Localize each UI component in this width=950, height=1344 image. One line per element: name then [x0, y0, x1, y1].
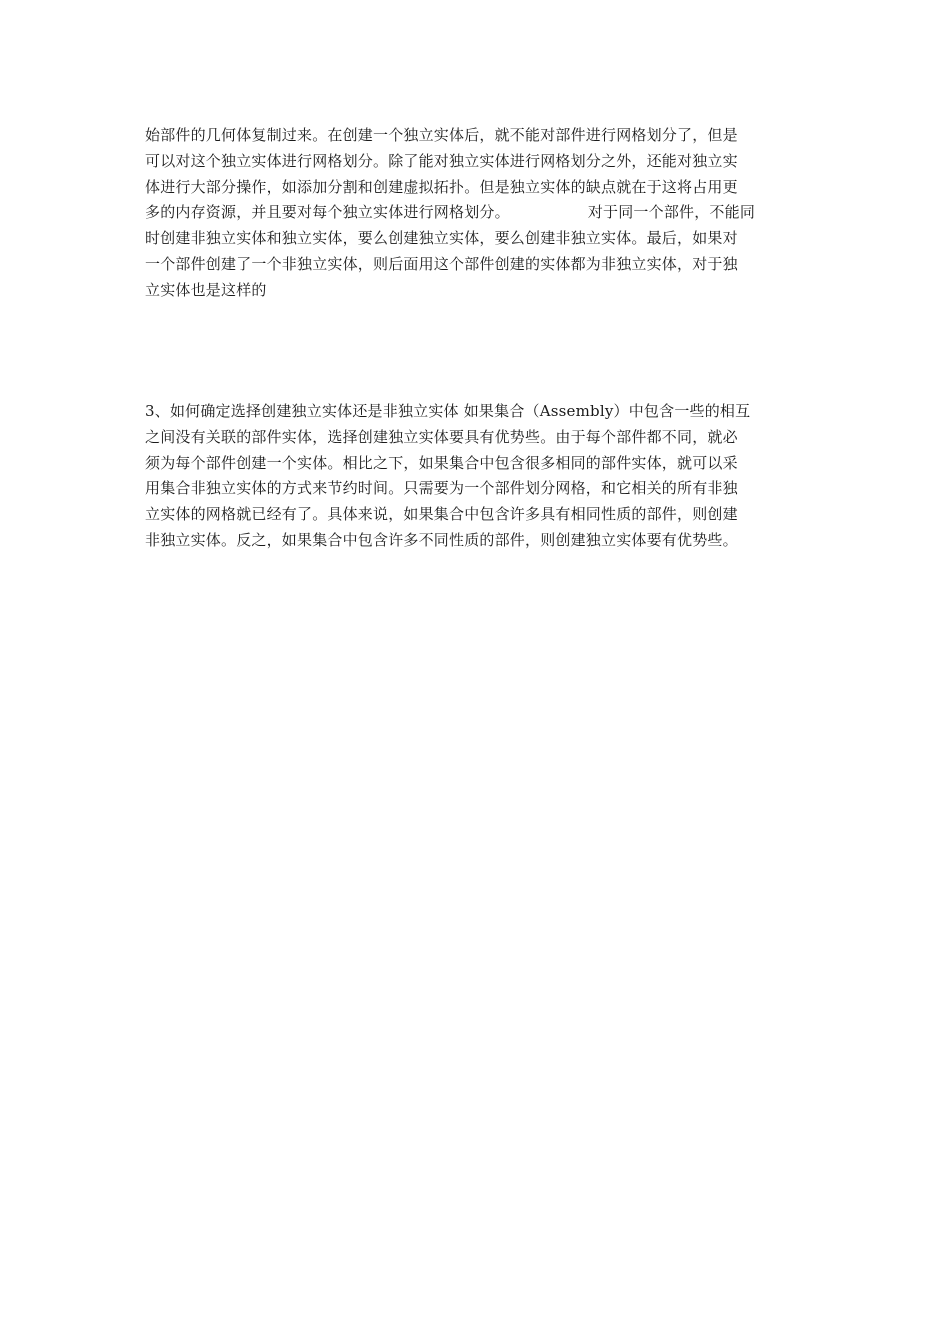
text-line: 可以对这个独立实体进行网格划分。除了能对独立实体进行网格划分之外，还能对独立实 [145, 151, 738, 170]
text-line: 立实体也是这样的 [145, 280, 267, 299]
text-line-with-gap [145, 200, 810, 226]
paragraph-choosing-instance-type [145, 399, 810, 554]
text-line: 一个部件创建了一个非独立实体，则后面用这个部件创建的实体都为非独立实体，对于独 [145, 254, 738, 273]
paragraph-independent-instances [145, 123, 810, 304]
text-line: 用集合非独立实体的方式来节约时间。只需要为一个部件划分网格，和它相关的所有非独 [145, 479, 738, 498]
text-line: 非独立实体。反之，如果集合中包含许多不同性质的部件，则创建独立实体要有优势些。 [145, 530, 738, 549]
text-line: 体进行大部分操作，如添加分割和创建虚拟拓扑。但是独立实体的缺点就在于这将占用更 [145, 177, 738, 196]
text-line: 始部件的几何体复制过来。在创建一个独立实体后，就不能对部件进行网格划分了，但是 [145, 126, 738, 144]
text-segment: 多的内存资源，并且要对每个独立实体进行网格划分。 [145, 203, 510, 222]
text-line: 立实体的网格就已经有了。具体来说，如果集合中包含许多具有相同性质的部件，则创建 [145, 505, 738, 524]
text-line: 时创建非独立实体和独立实体，要么创建独立实体，要么创建非独立实体。最后，如果对 [145, 229, 738, 248]
text-line: 之间没有关联的部件实体，选择创建独立实体要具有优势些。由于每个部件都不同，就必 [145, 427, 738, 446]
text-segment: 对于同一个部件，不能同 [587, 203, 756, 222]
text-line: 3、如何确定选择创建独立实体还是非独立实体 如果集合（Assembly）中包含一些的相互 [145, 402, 751, 420]
text-line: 须为每个部件创建一个实体。相比之下，如果集合中包含很多相同的部件实体，就可以采 [145, 453, 738, 472]
